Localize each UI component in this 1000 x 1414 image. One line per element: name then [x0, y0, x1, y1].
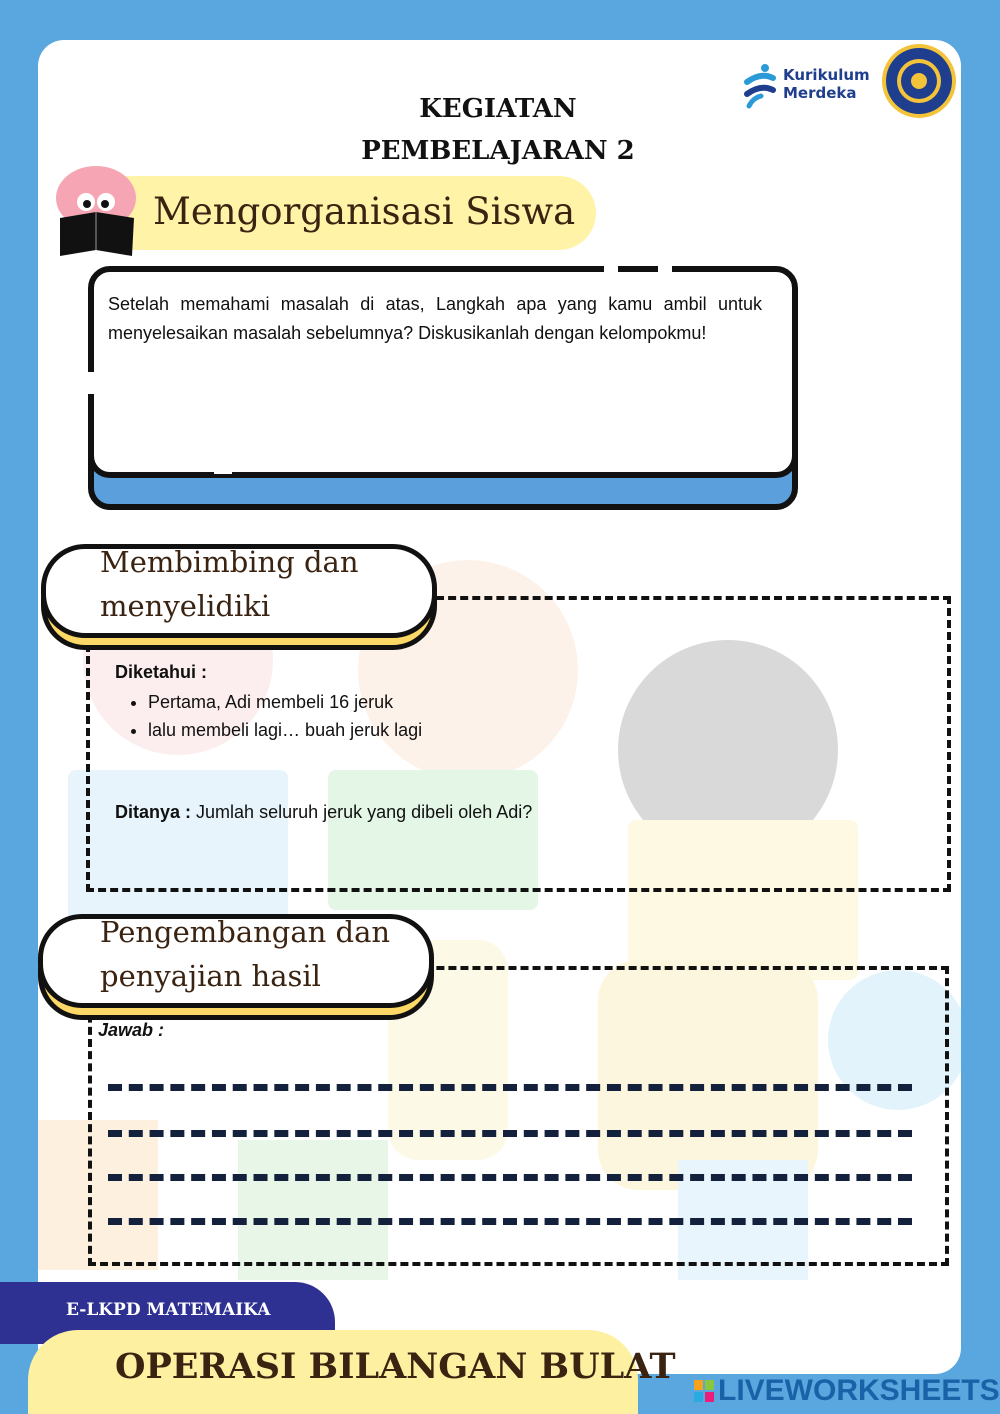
brain-reading-mascot-icon — [46, 162, 142, 260]
asked-row — [115, 802, 532, 823]
liveworksheets-logo — [694, 1374, 1000, 1406]
answer-line[interactable] — [108, 1218, 912, 1225]
title-line-1: KEGIATAN — [419, 94, 577, 124]
box-gap — [658, 264, 672, 274]
logo-line-2: Merdeka — [783, 84, 857, 102]
footer-badge-text: E-LKPD MATEMAIKA — [66, 1300, 271, 1320]
heading-line-2: menyelidiki — [100, 589, 271, 623]
asked-text: Jumlah seluruh jeruk yang dibeli oleh Adi? — [196, 802, 533, 822]
footer-topic-text: OPERASI BILANGAN BULAT — [115, 1346, 676, 1387]
title-line-2: PEMBELAJARAN 2 — [361, 136, 635, 166]
heading-line-1: Membimbing dan — [100, 545, 359, 579]
instruction-text: Setelah memahami masalah di atas, Langkah apa yang kamu ambil untuk menyelesaikan masalah sebelumnya? Diskusikanlah dengan kelompokmu! — [108, 294, 762, 343]
answer-label: Jawab : — [98, 1020, 165, 1040]
list-item: • lalu membeli lagi… buah jeruk lagi — [148, 716, 422, 744]
known-list — [130, 688, 422, 744]
section-heading-presentation — [100, 910, 390, 998]
worksheet-page — [38, 40, 961, 1374]
logo-line-1: Kurikulum — [783, 66, 870, 84]
section-heading-organize: Mengorganisasi Siswa — [153, 190, 576, 233]
heading-line-2: penyajian hasil — [100, 959, 321, 993]
answer-line[interactable] — [108, 1130, 912, 1137]
box-gap — [214, 464, 232, 474]
answer-line[interactable] — [108, 1084, 912, 1091]
kurikulum-merdeka-logo-icon — [743, 62, 779, 110]
asked-label: Ditanya : — [115, 802, 192, 822]
liveworksheets-logo-icon — [694, 1380, 714, 1402]
box-gap — [604, 264, 618, 274]
page-title — [288, 88, 708, 172]
list-item: • Pertama, Adi membeli 16 jeruk — [148, 688, 422, 716]
kurikulum-merdeka-text — [783, 66, 870, 102]
section-heading-investigate — [100, 540, 359, 628]
heading-line-1: Pengembangan dan — [100, 915, 391, 949]
box-gap — [86, 372, 96, 394]
liveworksheets-text: LIVEWORKSHEETS — [718, 1374, 1000, 1407]
known-label: Diketahui : — [115, 662, 208, 682]
university-seal-icon — [880, 42, 958, 120]
answer-line[interactable] — [108, 1174, 912, 1181]
kurikulum-merdeka-logo — [743, 62, 873, 110]
